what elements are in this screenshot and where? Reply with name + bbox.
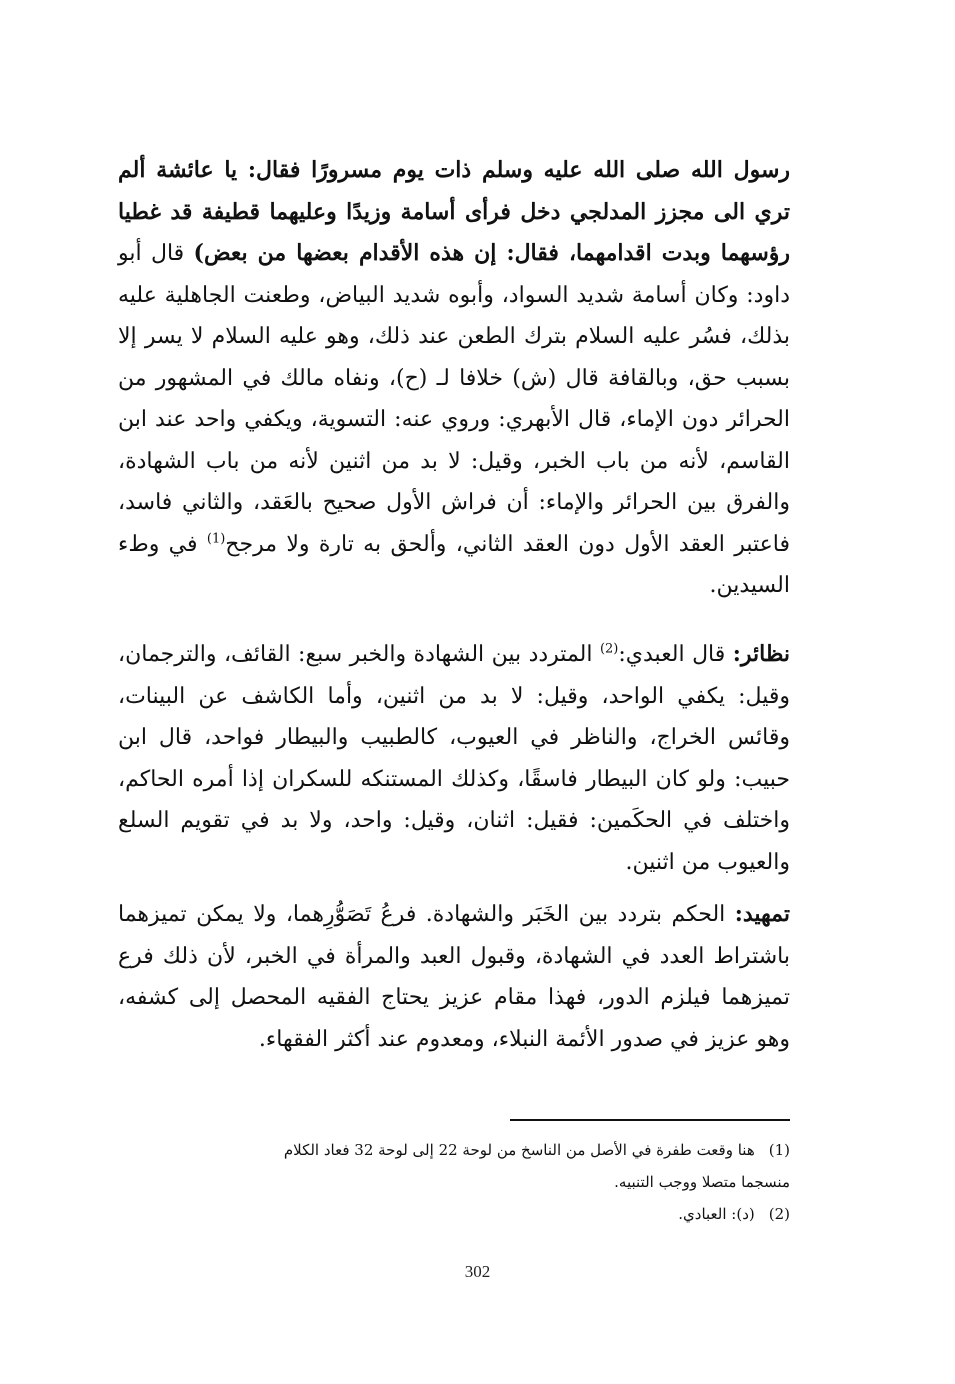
paragraph-text: الحكم بتردد بين الخَبَر والشهادة. فرعُ تَصَوُّرِهما، ولا يمكن تميزهما باشتراط العدد في الشهادة، وقبول العبد والمرأة في الخبر، لأن ذلك فرع تميزهما فيلزم الدور، فهذا مقام عزيز يحتاج الفقيه المحصل إلى كشفه، وهو عزيز في صدور الأئمة النبلاء، ومعدوم عند أكثر الفقهاء. — [118, 902, 790, 1052]
footnote-ref-1[interactable]: (1) — [206, 531, 226, 547]
footnote-2 — [118, 1198, 790, 1230]
paragraph-tamhid — [118, 894, 790, 1060]
footnote-number: (2) — [768, 1205, 790, 1223]
section-label-nazair: نظائر: — [732, 641, 790, 667]
footnote-number: (1) — [768, 1141, 790, 1159]
paragraph-text: قال العبدي: — [618, 642, 733, 667]
section-label-tamhid: تمهيد: — [734, 901, 790, 927]
paragraph-nazair — [118, 634, 790, 883]
footnote-text: (د): العبادي. — [678, 1205, 755, 1223]
footnote-ref-2[interactable]: (2) — [599, 641, 619, 657]
paragraph-text-end: في وطء السيدين. — [118, 531, 790, 598]
hadith-text: رسول الله صلى الله عليه وسلم ذات يوم مسرورًا فقال: يا عائشة ألم تري الى مجزز المدلجي دخل فرأى أسامة وزيدًا وعليهما قطيفة قد غطيا رؤسهما وبدت اقدامهما، فقال: إن هذه الأقدام بعضها من بعض) — [118, 157, 790, 266]
footnote-1 — [118, 1134, 790, 1166]
footnote-1-continuation: منسجما متصلا ووجب التنبيه. — [614, 1173, 790, 1191]
paragraph-qafa — [118, 150, 790, 607]
footnote-divider — [510, 1119, 790, 1121]
paragraph-text: قال أبو داود: وكان أسامة شديد السواد، وأبوه شديد البياض، وطعنت الجاهلية عليه بذلك، فسُر عليه السلام بترك الطعن عند ذلك، وهو عليه السلام لا يسر إلا بسبب حق، وبالقافة قال (ش) خلافا لـ (ح)، ونفاه مالك في المشهور من الحرائر دون الإماء، قال الأبهري: وروي عنه: التسوية، ويكفي واحد عند ابن القاسم، لأنه من باب الخبر، وقيل: لا بد من اثنين لأنه من باب الشهادة، والفرق بين الحرائر والإماء: أن فراش الأول صحيح بالعَقد، والثاني فاسد، فاعتبر العقد الأول دون العقد الثاني، وألحق به تارة ولا مرجح — [118, 241, 791, 557]
footnote-text: هنا وقعت طفرة في الأصل من الناسخ من لوحة 22 إلى لوحة 32 فعاد الكلام — [283, 1141, 755, 1159]
footnotes — [118, 1134, 790, 1230]
page-number: 302 — [464, 1262, 491, 1281]
paragraph-text-end: المتردد بين الشهادة والخبر سبع: القائف، والترجمان، وقيل: يكفي الواحد، وقيل: لا بد من اثنين، وأما الكاشف عن البينات، وقائس الخراج، والناظر في العيوب، كالطبيب والبيطار فواحد، قال ابن حبيب: ولو كان البيطار فاسقًا، وكذلك المستنكه للسكران إذا أمره الحاكم، واختلف في الحكَمين: فقيل: اثنان، وقيل: واحد، ولا بد في تقويم السلع والعيوب من اثنين. — [118, 642, 790, 875]
